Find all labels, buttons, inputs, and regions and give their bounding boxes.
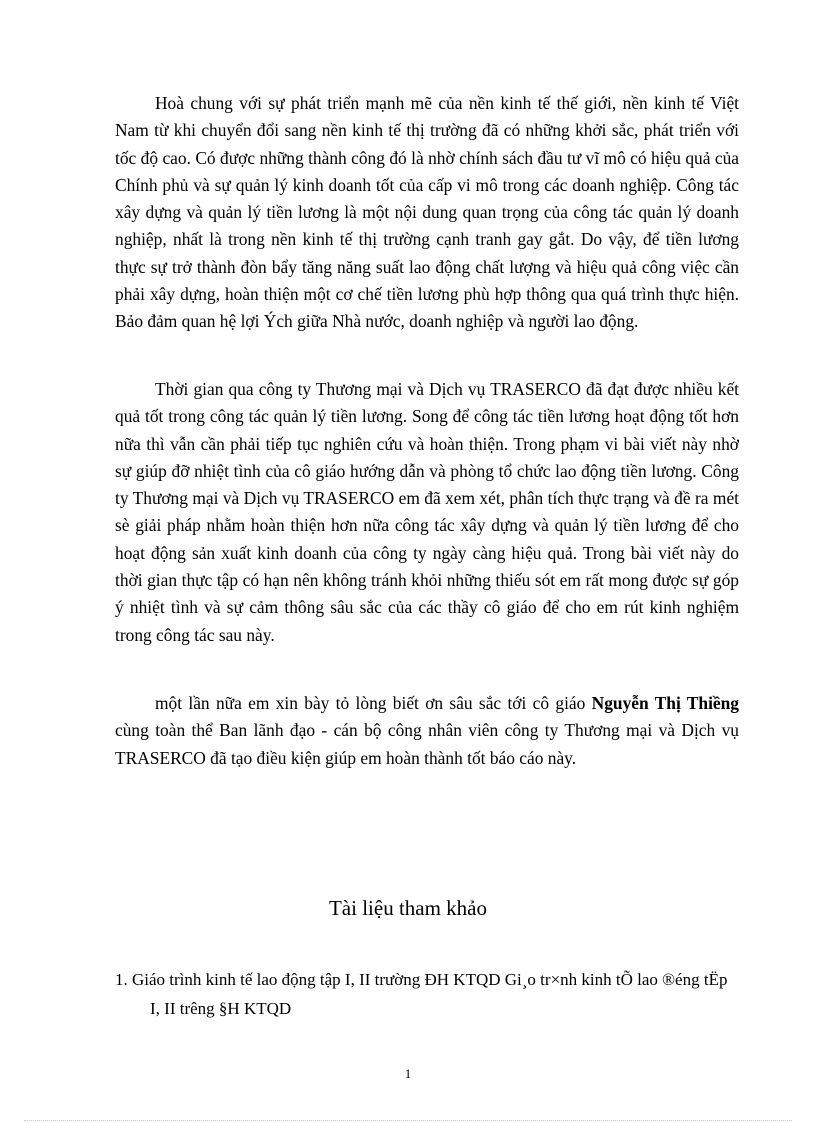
reference-item-1: 1. Giáo trình kinh tế lao động tập I, II trường ĐH KTQD Gi¸o tr×nh kinh tÕ lao ®éng tËp I, II trêng §H KTQD (115, 970, 728, 1018)
intro-paragraph-2: Thời gian qua công ty Thương mại và Dịch vụ TRASERCO đã đạt được nhiều kết quả tốt trong công tác quản lý tiền lương. Song để công tác tiền lương hoạt động tốt hơn nữa thì vẫn cần phải tiếp tục nghiên cứu và hoàn thiện. Trong phạm vi bài viết này nhờ sự giúp đỡ nhiệt tình của cô giáo hướng dẫn và phòng tổ chức lao động tiền lương. Công ty Thương mại và Dịch vụ TRASERCO em đã xem xét, phân tích thực trạng và đề ra mét sè giải pháp nhằm hoàn thiện hơn nữa công tác xây dựng và quản lý tiền lương để cho hoạt động sản xuất kinh doanh của công ty ngày càng hiệu quả. Trong bài viết này do thời gian thực tập có hạn nên không tránh khỏi những thiếu sót em rất mong được sự góp ý nhiệt tình và sự cảm thông sâu sắc của các thầy cô giáo để cho em rút kinh nghiệm trong công tác sau này. (115, 379, 739, 645)
acknowledgement-paragraph (115, 690, 739, 772)
page-number: 1 (404, 1066, 412, 1081)
intro-paragraph-1: Hoà chung với sự phát triển mạnh mẽ của nền kinh tế thế giới, nền kinh tế Việt Nam từ khi chuyển đổi sang nền kinh tế thị trường đã có những khởi sắc, phát triển với tốc độ cao. Có được những thành công đó là nhờ chính sách đầu tư vĩ mô có hiệu quả của Chính phủ và sự quản lý kinh doanh tốt của cấp vi mô trong các doanh nghiệp. Công tác xây dựng và quản lý tiền lương là một nội dung quan trọng của công tác quản lý doanh nghiệp, nhất là trong nền kinh tế thị trường cạnh tranh gay gắt. Do vậy, để tiền lương thực sự trở thành đòn bẩy tăng năng suất lao động chất lượng và hiệu quả công việc cần phải xây dựng, hoàn thiện một cơ chế tiền lương phù hợp thông qua quá trình thực hiện. Bảo đảm quan hệ lợi Ých giữa Nhà nước, doanh nghiệp và người lao động. (115, 93, 739, 332)
references-heading: Tài liệu tham khảo (328, 896, 488, 920)
acknowledgement-text-start: một lần nữa em xin bày tỏ lòng biết ơn sâu sắc tới cô giáo (155, 693, 592, 713)
acknowledgement-text-end: cùng toàn thể Ban lãnh đạo - cán bộ công nhân viên công ty Thương mại và Dịch vụ TRASERCO đã tạo điều kiện giúp em hoàn thành tốt báo cáo này. (115, 720, 739, 768)
page-bottom-divider (24, 1120, 792, 1121)
advisor-name: Nguyễn Thị Thiềng (591, 693, 740, 713)
